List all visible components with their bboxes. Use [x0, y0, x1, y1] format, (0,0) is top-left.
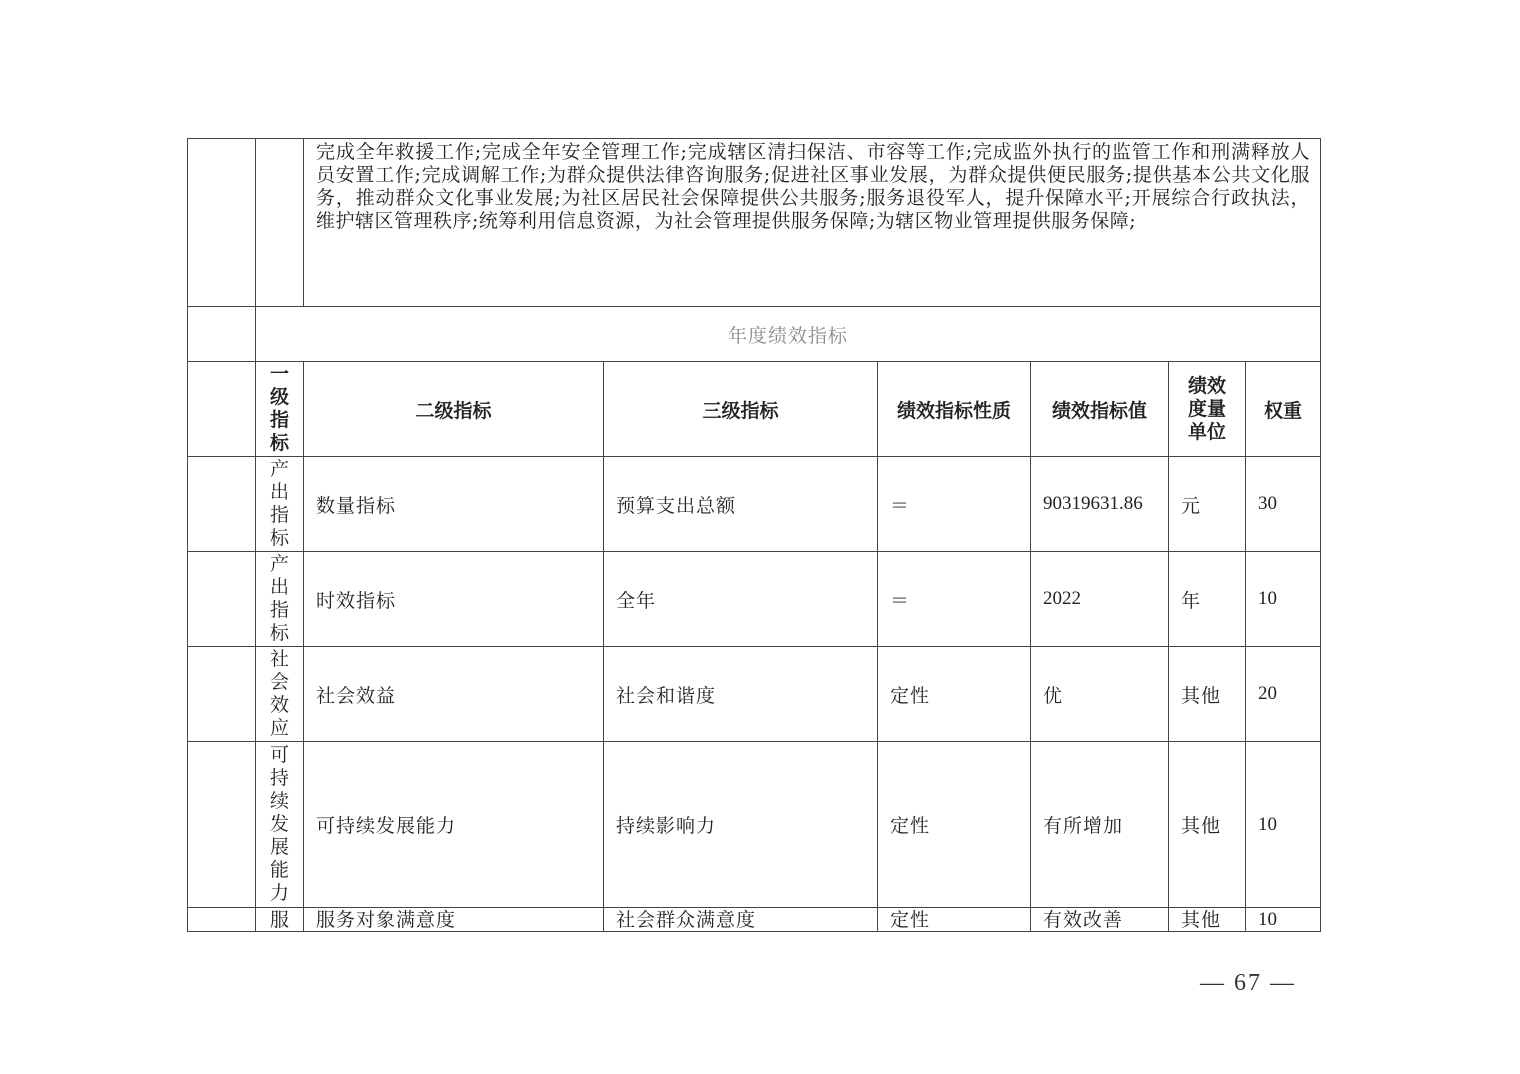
value-cell: 有效改善	[1031, 908, 1169, 932]
blank-cell	[256, 139, 304, 307]
nature-cell: 定性	[878, 647, 1031, 742]
header-unit	[1169, 362, 1246, 457]
unit-cell: 元	[1169, 457, 1246, 552]
level3-cell: 社会群众满意度	[604, 908, 878, 932]
table-row	[188, 457, 1321, 552]
header-value: 绩效指标值	[1031, 362, 1169, 457]
level3-cell: 持续影响力	[604, 742, 878, 908]
header-nature: 绩效指标性质	[878, 362, 1031, 457]
table-row	[188, 552, 1321, 647]
level1-text: 产出指标	[270, 458, 290, 549]
table-row	[188, 647, 1321, 742]
header-level3: 三级指标	[604, 362, 878, 457]
nature-cell: ＝	[878, 457, 1031, 552]
blank-cell	[188, 742, 256, 908]
value-cell: 90319631.86	[1031, 457, 1169, 552]
level1-cell	[256, 647, 304, 742]
level1-text: 社会效应	[270, 648, 290, 739]
header-level1-text: 一级指标	[270, 363, 290, 454]
level3-cell: 预算支出总额	[604, 457, 878, 552]
level3-cell: 全年	[604, 552, 878, 647]
level3-cell: 社会和谐度	[604, 647, 878, 742]
performance-table	[187, 138, 1321, 932]
weight-cell: 30	[1246, 457, 1321, 552]
blank-cell	[188, 307, 256, 362]
unit-cell: 年	[1169, 552, 1246, 647]
nature-cell: 定性	[878, 908, 1031, 932]
section-title-row	[188, 307, 1321, 362]
level1-text: 可持续发展能力	[270, 744, 290, 904]
level1-cell	[256, 457, 304, 552]
weight-cell: 10	[1246, 742, 1321, 908]
blank-cell	[188, 139, 256, 307]
header-unit-text: 绩效度量单位	[1188, 374, 1227, 443]
blank-cell	[188, 552, 256, 647]
value-cell: 2022	[1031, 552, 1169, 647]
description-text: 完成全年救援工作;完成全年安全管理工作;完成辖区清扫保洁、市容等工作;完成监外执行的监管工作和刑满释放人员安置工作;完成调解工作;为群众提供法律咨询服务;促进社区事业发展，为群众提供便民服务;提供基本公共文化服务，推动群众文化事业发展;为社区居民社会保障提供公共服务;服务退役军人，提升保障水平;开展综合行政执法，维护辖区管理秩序;统筹利用信息资源，为社会管理提供服务保障;为辖区物业管理提供服务保障;	[304, 139, 1321, 307]
level2-cell: 时效指标	[304, 552, 604, 647]
blank-cell	[188, 362, 256, 457]
blank-cell	[188, 908, 256, 932]
unit-cell: 其他	[1169, 647, 1246, 742]
level1-cell: 服	[256, 908, 304, 932]
level1-cell	[256, 742, 304, 908]
value-cell: 有所增加	[1031, 742, 1169, 908]
level1-cell	[256, 552, 304, 647]
header-level1	[256, 362, 304, 457]
header-row	[188, 362, 1321, 457]
nature-cell: 定性	[878, 742, 1031, 908]
level1-text: 产出指标	[270, 553, 290, 644]
weight-cell: 10	[1246, 552, 1321, 647]
section-title: 年度绩效指标	[256, 307, 1321, 362]
table-row	[188, 908, 1321, 932]
level2-cell: 数量指标	[304, 457, 604, 552]
table-row	[188, 742, 1321, 908]
unit-cell: 其他	[1169, 908, 1246, 932]
level2-cell: 社会效益	[304, 647, 604, 742]
blank-cell	[188, 647, 256, 742]
unit-cell: 其他	[1169, 742, 1246, 908]
description-row	[188, 139, 1321, 307]
header-level2: 二级指标	[304, 362, 604, 457]
blank-cell	[188, 457, 256, 552]
value-cell: 优	[1031, 647, 1169, 742]
level2-cell: 可持续发展能力	[304, 742, 604, 908]
weight-cell: 10	[1246, 908, 1321, 932]
header-weight: 权重	[1246, 362, 1321, 457]
nature-cell: ＝	[878, 552, 1031, 647]
weight-cell: 20	[1246, 647, 1321, 742]
page-number: — 67 —	[1200, 970, 1296, 996]
level2-cell: 服务对象满意度	[304, 908, 604, 932]
